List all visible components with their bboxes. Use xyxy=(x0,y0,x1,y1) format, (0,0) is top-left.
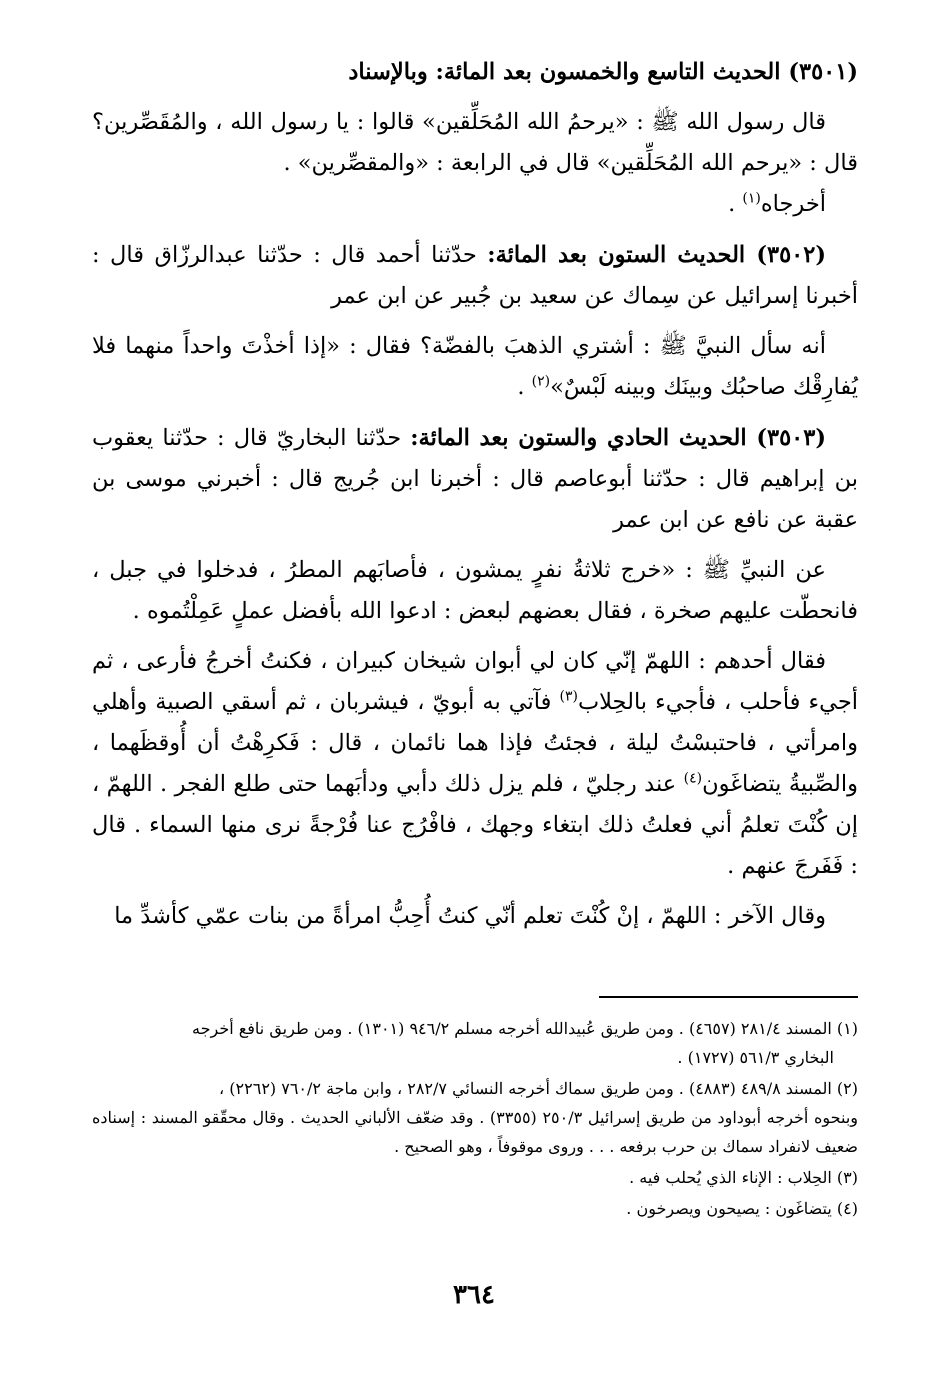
hadith-3502-text: أنه سأل النبيَّ ﷺ : أشتري الذهبَ بالفضّة؟ فقال : «إذا أخذْتَ واحداً منهما فلا يُفارِقْك صاحبُك وبينَك وبينه لَبْسٌ»$^{(٢)}$ . xyxy=(92,333,858,400)
footnote-3: (٣) الحِلاب : الإناء الذي يُحلب فيه . xyxy=(629,1168,858,1187)
footnote-ref-3[interactable]: (٣) xyxy=(559,688,578,705)
hadith-3501-heading: (٣٥٠١) الحديث التاسع والخمسون بعد المائة: وبالإسناد xyxy=(348,59,858,85)
hadith-3501-text: قال رسول الله ﷺ : «يرحمُ الله المُحَلِّقين» قالوا : يا رسول الله ، والمُقَصِّرين؟ قال : «يرحم الله المُحَلِّقين» قال في الرابعة : «والمقصِّرين» . xyxy=(92,109,858,176)
hadith-3503 xyxy=(92,418,858,937)
footnotes xyxy=(92,1014,858,1225)
footnote-separator xyxy=(599,996,858,998)
hadith-3503-paragraph-2: فقال أحدهم : اللهمّ إنّي كان لي أبوان شيخان كبيران ، فكنتُ أخرجُ فأرعى ، ثم أجيء فأحلب ، فأجيء بالحِلاب$^{(٣)}$ فآتي به أبويّ ، فيشربان ، ثم أسقي الصبية وأهلي وامرأتي ، فاحتبسْتُ ليلة ، فجئتُ فإذا هما نائمان ، قال : فَكرِهْتُ أن أُوقظَهما ، والصِّبيةُ يتضاغَون$^{(٤)}$ عند رجليّ ، فلم يزل ذلك دأبي ودأبَهما حتى طلع الفجر . اللهمّ ، إن كُنْتَ تعلمُ أني فعلتُ ذلك ابتغاء وجهك ، فافْرُج عنا فُرْجةً نرى منها السماء . قال : فَفَرجَ عنهم . xyxy=(92,648,858,879)
hadith-3503-paragraph-1: عن النبيِّ ﷺ : «خرج ثلاثةُ نفرٍ يمشون ، فأصابَهم المطرُ ، فدخلوا في جبل ، فانحطّت عليهم صخرة ، فقال بعضهم لبعض : ادعوا الله بأفضل عملٍ عَمِلْتُموه . xyxy=(92,557,858,624)
hadith-3502-heading: (٣٥٠٢) الحديث الستون بعد المائة: xyxy=(487,242,826,268)
footnote-4: (٤) يتضاغَون : يصيحون ويصرخون . xyxy=(626,1199,858,1218)
hadith-3501 xyxy=(92,52,858,225)
footnote-ref-2[interactable]: (٢) xyxy=(531,373,551,390)
footnote-1: (١) المسند ٢٨١/٤ (٤٦٥٧) . ومن طريق عُبيدالله أخرجه مسلم ٩٤٦/٢ (١٣٠١) . ومن طريق نافع أخرجه البخاري ٥٦١/٣ (١٧٢٧) . xyxy=(192,1019,858,1067)
footnote-ref-1[interactable]: (١) xyxy=(742,190,761,207)
hadith-3503-isnad: (٣٥٠٣) الحديث الحادي والستون بعد المائة: حدّثنا البخاريّ قال : حدّثنا يعقوب بن إبراهيم قال : حدّثنا أبوعاصم قال : أخبرنا ابن جُريج قال : أخبرني موسى بن عقبة عن نافع عن ابن عمر xyxy=(92,425,858,533)
hadith-3503-heading: (٣٥٠٣) الحديث الحادي والستون بعد المائة: xyxy=(410,425,826,451)
hadith-3502 xyxy=(92,235,858,408)
hadith-3503-paragraph-3: وقال الآخر : اللهمّ ، إنْ كُنْتَ تعلم أنّي كنتُ أُحِبُّ امرأةً من بنات عمّي كأشدِّ ما xyxy=(114,903,826,929)
footnote-ref-4[interactable]: (٤) xyxy=(683,770,703,787)
main-text xyxy=(92,52,858,947)
footnote-2: (٢) المسند ٤٨٩/٨ (٤٨٨٣) . ومن طريق سماك أخرجه النسائي ٢٨٢/٧ ، وابن ماجة ٧٦٠/٢ (٢٢٦٢) ، وبنحوه أخرجه أبوداود من طريق إسرائيل ٢٥٠/٣ (٣٣٥٥) . وقد ضعّف الألباني الحديث . وقال محقّقو المسند : إسناده ضعيف لانفراد سماك بن حرب برفعه . . . وروى موقوفاً ، وهو الصحيح . xyxy=(92,1079,858,1156)
hadith-3501-reference: أخرجاه$^{(١)}$ . xyxy=(728,190,826,217)
page-number: ٣٦٤ xyxy=(453,1280,495,1310)
hadith-3502-isnad: (٣٥٠٢) الحديث الستون بعد المائة: حدّثنا أحمد قال : حدّثنا عبدالرزّاق قال : أخبرنا إسرائيل عن سِماك عن سعيد بن جُبير عن ابن عمر xyxy=(92,242,858,309)
